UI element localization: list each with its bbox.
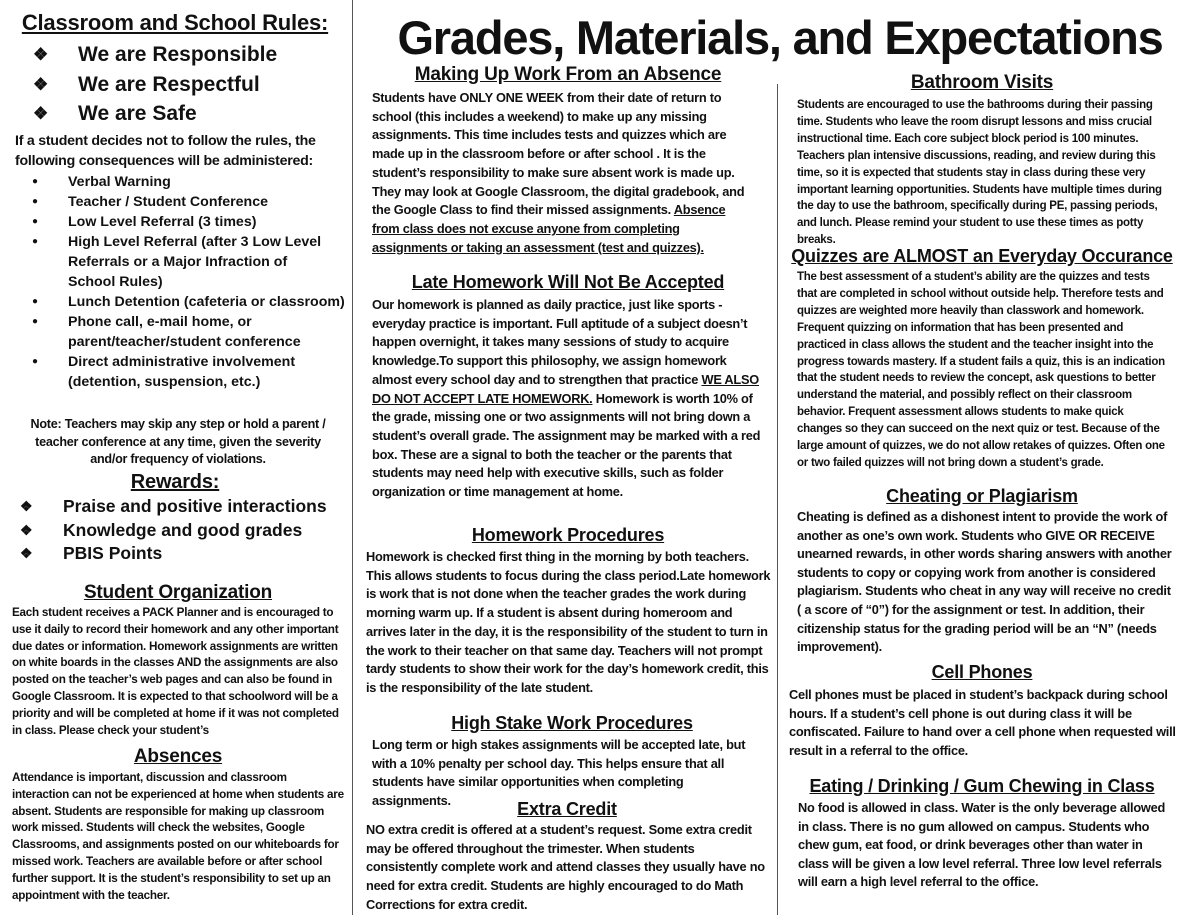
consequence-item: ● Teacher / Student Conference — [15, 192, 350, 212]
diamond-bullet-icon: ❖ — [33, 45, 49, 64]
bathroom-text: Students are encouraged to use the bathrooms during their passing time. Students who leave the room disrupt lessons and miss crucial instructional time. Each core subject block period is 100 minutes. Teachers plan intensive discussions, reading, and review during this time, so it is expected that students stay in class during these very important learning opportunities. Students have multiple times during the day to use the bathroom, specifically during PE, passing periods, and lunch. Please remind your student to use these times as potty breaks. — [797, 99, 1162, 247]
consequence-item: ● High Level Referral (after 3 Low Level Referrals or a Major Infraction of School Rules) — [15, 232, 350, 292]
high-stake-text: Long term or high stakes assignments will be accepted late, but with a 10% penalty per school day. This helps ensure that all students have similar opportunities when completing assignments. — [372, 737, 746, 809]
rule-item — [33, 40, 333, 70]
right-column-divider — [777, 84, 778, 915]
makeup-text-underlined: Absence from class does not excuse anyone from completing assignments or taking an assessment (test and quizzes). — [372, 202, 726, 255]
reward-item — [20, 495, 340, 519]
consequence-item: ● Lunch Detention (cafeteria or classroom) — [15, 292, 350, 312]
late-text-underlined: WE ALSO DO NOT ACCEPT LATE HOMEWORK. — [372, 371, 759, 406]
late-text-part-2: Homework is worth 10% of the grade, missing one or two assignments will not bring down a student’s overall grade. The assignment may be marked with a red box. These are a signal to both the teacher or the parents that students may need help with executive skills, such as folder organization or time management at home. — [372, 390, 761, 500]
left-column-divider — [352, 0, 353, 915]
makeup-heading: Making Up Work From an Absence — [414, 64, 722, 85]
reward-text: Praise and positive interactions — [63, 496, 327, 516]
reward-text: PBIS Points — [63, 543, 163, 563]
quizzes-text: The best assessment of a student’s ability are the quizzes and tests that are completed in school without outside help. Therefore tests and quizzes are weighted more heavily than classwork and homework. Frequent quizzing on information that has been presented and practiced in class allows the student and the teacher insight into the progress towards mastery. If a student fails a quiz, this is an indication that the student needs to review the concept, ask questions to better understand the material, and possibly reflect on their classroom behavior. Frequent assessment allows students to make quick changes so they can succeed on the next quiz or test. Because of the large amount of quizzes, we do not allow retakes of quizzes. Often one or two failed quizzes will not bring down a student’s grade. — [797, 271, 1165, 469]
diamond-bullet-icon: ❖ — [20, 521, 33, 538]
organization-text: Each student receives a PACK Planner and is encouraged to use it daily to record their homework and any other important due dates or information. Homework assignments are written on white boards in the classes AND the assignments are also posted on the teacher’s web pages and can also be found in Google Classroom. It is expected to that schoolword will be a priority and will be completed at home if it was not completed in class. Please check your student’s — [12, 606, 339, 737]
extra-credit-heading: Extra Credit — [517, 799, 617, 819]
cheating-heading: Cheating or Plagiarism — [886, 486, 1078, 506]
rewards-list — [20, 495, 340, 566]
cheating-text: Cheating is defined as a dishonest intent to provide the work of another as one’s own work. Students who GIVE OR RECEIVE unearned rewards, in other words sharing answers with another students to copy or copying work from another is considered plagiarism. Students who cheat in any way will receive no credit ( a score of “0”) for the assignment or test. In addition, their citizenship status for the grading period will be an “N” (needs improvement). — [797, 509, 1172, 655]
consequence-item: ● Low Level Referral (3 times) — [15, 212, 350, 232]
rule-text: We are Respectful — [78, 72, 260, 96]
diamond-bullet-icon: ❖ — [20, 545, 33, 561]
cell-phones-heading: Cell Phones — [931, 662, 1033, 682]
diamond-bullet-icon: ❖ — [33, 104, 49, 123]
rule-text: We are Responsible — [78, 43, 278, 66]
rules-heading: Classroom and School Rules: — [21, 10, 329, 35]
late-homework-text — [372, 296, 764, 502]
late-homework-heading: Late Homework Will Not Be Accepted — [411, 272, 725, 292]
organization-heading: Student Organization — [83, 582, 273, 603]
reward-text: Knowledge and good grades — [63, 519, 303, 540]
rule-item — [33, 70, 333, 100]
rule-text: We are Safe — [78, 102, 197, 125]
consequence-item: ● Phone call, e-mail home, or parent/teacher/student conference — [15, 312, 350, 352]
eating-heading: Eating / Drinking / Gum Chewing in Class — [809, 776, 1155, 796]
quizzes-heading: Quizzes are ALMOST an Everyday Occurance — [791, 246, 1173, 266]
reward-item — [20, 542, 340, 566]
makeup-text-main: Students have ONLY ONE WEEK from their date of return to school (this includes a weekend) to make up any missing assignments. This time includes tests and quizzes which are made up in the classroom before or after school . It is the student’s responsibility to make sure absent work is made up. They may look at Google Classroom, the digital gradebook, and the Google Class to find their missed assignments. — [372, 90, 745, 218]
eating-text: No food is allowed in class. Water is the only beverage allowed in class. There is no gum allowed on campus. Students who chew gum, eat food, or drink beverages other than water in class will be given a low level referral. Three low level referrals will earn a high level referral to the office. — [798, 800, 1166, 890]
consequences-list — [15, 172, 350, 392]
consequence-intro: If a student decides not to follow the rules, the following consequences will be administered: — [15, 133, 316, 169]
note-text: Note: Teachers may skip any step or hold a parent / teacher conference at any time, given the severity and/or frequency of violations. — [30, 417, 326, 466]
consequence-item: ● Verbal Warning — [15, 172, 350, 192]
diamond-bullet-icon: ❖ — [33, 74, 49, 94]
page-title: Grades, Materials, and Expectations — [397, 11, 1163, 64]
homework-procedures-heading: Homework Procedures — [471, 525, 665, 545]
homework-procedures-text: Homework is checked first thing in the morning by both teachers. This allows students to focus during the class period.Late homework is work that is not done when the teacher grades the work during morning warm up. If a student is absent during homeroom and arrives later in the day, it is the responsibility of the student to turn in the work to their teacher on that same day. Teachers will not prompt tardy students to show their work for the day’s homework credit, this is the responsibility of the late student. — [366, 549, 771, 695]
late-text-part-1: Our homework is planned as daily practice, just like sports - everyday practice is important. Full aptitude of a subject doesn’t happen overnight, it takes many sessions of study to acquire knowledge.To support this philosophy, we assign homework almost every school day and to strengthen that practice — [372, 297, 748, 387]
consequence-item: ● Direct administrative involvement (detention, suspension, etc.) — [15, 352, 350, 392]
absences-heading: Absences — [133, 746, 223, 767]
high-stake-heading: High Stake Work Procedures — [451, 713, 693, 733]
diamond-bullet-icon: ❖ — [20, 498, 33, 514]
rewards-heading: Rewards: — [130, 471, 220, 493]
absences-text: Attendance is important, discussion and classroom interaction can not be experienced at home when students are absent. Students are responsible for making up classroom work missed. Students will check the websites, Google Classrooms, and assignments posted on our whiteboards for missed work. Teachers are available before or after school further support. It is the student’s responsibility to set up an appointment with the teacher. — [12, 771, 344, 902]
cell-phones-text: Cell phones must be placed in student’s backpack during school hours. If a student’s cell phone is out during class it will be confiscated. Failure to hand over a cell phone when requested will result in a referral to the office. — [789, 687, 1176, 758]
extra-credit-text: NO extra credit is offered at a student’s request. Some extra credit may be offered throughout the trimester. When students consistently complete work and attend classes they usually have no need for extra credit. Students are highly encouraged to do Math Corrections for extra credit. — [366, 822, 765, 912]
makeup-text — [372, 89, 756, 257]
rules-list — [33, 40, 333, 129]
reward-item — [20, 519, 340, 543]
bathroom-heading: Bathroom Visits — [910, 72, 1054, 93]
rule-item — [33, 99, 333, 129]
